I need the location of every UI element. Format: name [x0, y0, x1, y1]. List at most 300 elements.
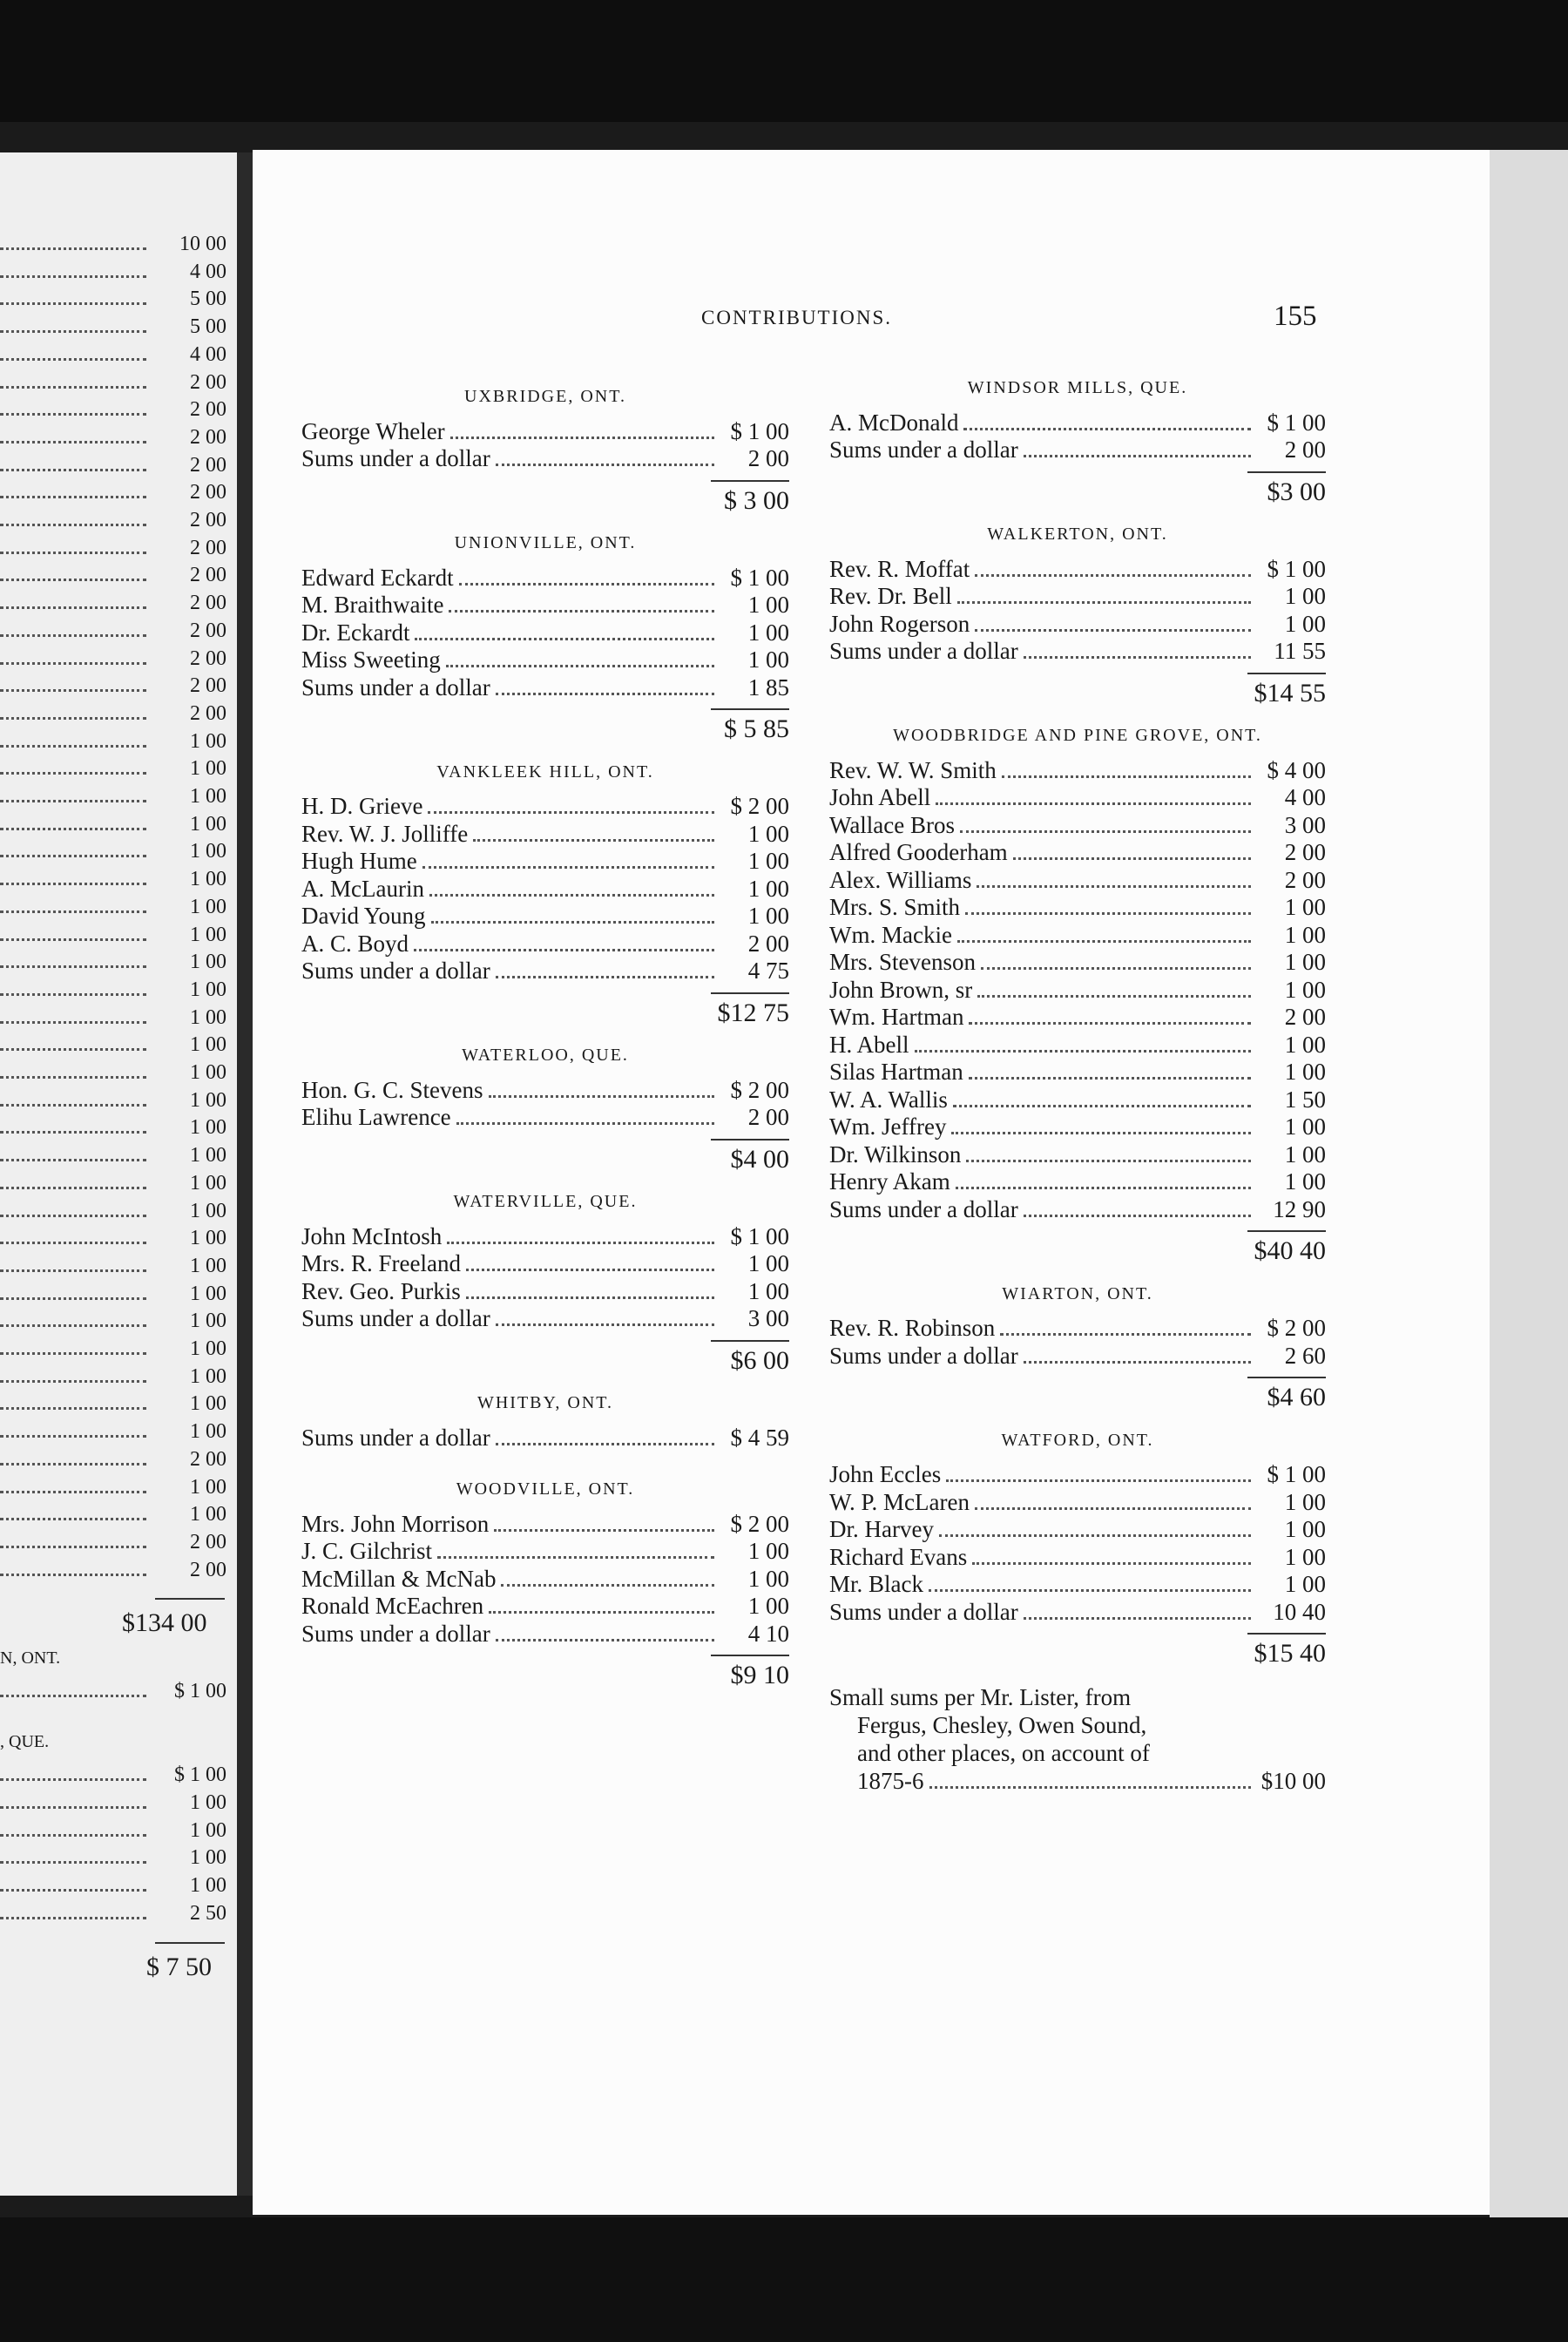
dot-leader [0, 1352, 146, 1355]
dot-leader [0, 772, 146, 775]
left-page-row [0, 1559, 226, 1586]
amount: 2 00 [1284, 437, 1326, 463]
amount: 1 00 [190, 1088, 226, 1112]
amount: $ 1 00 [174, 1763, 226, 1787]
total-rule [711, 1340, 789, 1342]
left-page-row [0, 454, 226, 481]
amount: 3 00 [1284, 811, 1326, 838]
contributor-name: David Young [301, 903, 426, 929]
contributor-name: J. C. Gilchrist [301, 1538, 433, 1564]
contributor-name: Dr. Harvey [829, 1516, 934, 1542]
dot-leader [965, 912, 1251, 915]
amount: $ 2 00 [730, 793, 789, 819]
dot-leader [494, 1529, 714, 1532]
amount: 2 00 [190, 564, 226, 587]
amount: 1 00 [1284, 1059, 1326, 1085]
contributor-name: Edward Eckardt [301, 564, 454, 591]
contributor-name: M. Braithwaite [301, 592, 444, 618]
dot-leader [0, 1048, 146, 1051]
left-page-row [0, 1337, 226, 1364]
entry-row [829, 784, 1326, 812]
dot-leader [0, 1463, 146, 1465]
entry-row [829, 757, 1326, 785]
running-header: CONTRIBUTIONS. [701, 307, 893, 328]
amount: 1 00 [1284, 583, 1326, 609]
amount: 1 00 [190, 951, 226, 974]
left-page-row [0, 619, 226, 646]
dot-leader [1000, 1333, 1251, 1336]
contributor-name: John Eccles [829, 1461, 942, 1487]
left-page-row [0, 371, 226, 398]
left-page-row [0, 537, 226, 564]
amount: 2 00 [190, 536, 226, 559]
dot-leader [975, 574, 1251, 577]
left-page-row [0, 481, 226, 508]
note-line-3: and other places, on account of [857, 1739, 1150, 1766]
amount: 2 00 [190, 674, 226, 698]
section-total: $40 40 [1254, 1236, 1326, 1265]
dot-leader [501, 1584, 714, 1587]
amount: 2 00 [1284, 1004, 1326, 1030]
left-page-row [0, 1033, 226, 1060]
left-page-row [0, 1448, 226, 1475]
dot-leader [447, 1242, 714, 1244]
left-page-total: $ 7 50 [146, 1952, 212, 1981]
amount: 1 00 [190, 868, 226, 891]
dot-leader [496, 464, 714, 466]
contributor-name: Alfred Gooderham [829, 839, 1008, 865]
entry-row [301, 674, 789, 702]
left-page-row [0, 426, 226, 453]
contributor-name: John Brown, sr [829, 976, 973, 1003]
note-amount-row [829, 1767, 1326, 1795]
left-page-row [0, 1476, 226, 1503]
section-heading: UNIONVILLE, ONT. [454, 533, 637, 552]
section-heading: VANKLEEK HILL, ONT. [436, 761, 654, 782]
amount: 4 00 [1284, 784, 1326, 810]
contributor-name: Dr. Wilkinson [829, 1141, 962, 1168]
amount: 2 00 [190, 425, 226, 449]
left-page-row [0, 702, 226, 729]
amount: 2 00 [190, 453, 226, 477]
contributor-name: Rev. W. J. Jolliffe [301, 820, 469, 847]
amount: 4 00 [190, 342, 226, 366]
contributor-name: Hugh Hume [301, 848, 417, 874]
entry-row [829, 839, 1326, 867]
contributor-name: Mr. Black [829, 1571, 923, 1597]
entry-row [829, 812, 1326, 840]
dot-leader [0, 358, 146, 361]
dot-leader [0, 1297, 146, 1300]
contributor-name: Sums under a dollar [301, 673, 490, 701]
left-page-total: $134 00 [122, 1608, 207, 1638]
amount: 1 00 [190, 785, 226, 808]
section-total: $15 40 [1254, 1639, 1326, 1668]
amount: $ 1 00 [730, 417, 789, 444]
amount: 1 00 [747, 1565, 789, 1592]
dot-leader [446, 665, 714, 667]
amount: 1 00 [747, 646, 789, 673]
amount: 2 00 [190, 1558, 226, 1581]
dot-leader [969, 1022, 1251, 1025]
amount: 1 00 [1284, 976, 1326, 1003]
left-page-row [0, 978, 226, 1005]
amount: 1 00 [1284, 894, 1326, 920]
amount: 1 00 [1284, 1031, 1326, 1058]
dot-leader [0, 745, 146, 748]
amount: $ 2 00 [730, 1076, 789, 1103]
left-page-row [0, 288, 226, 315]
contributor-name: Rev. R. Robinson [829, 1315, 996, 1341]
entry-row [301, 445, 789, 473]
contributor-name: Wm. Jeffrey [829, 1113, 947, 1140]
section-heading: UXBRIDGE, ONT. [464, 387, 626, 406]
amount: 1 00 [190, 1791, 226, 1814]
amount: 2 00 [1284, 839, 1326, 865]
dot-leader [466, 1269, 714, 1271]
dot-leader [449, 610, 714, 613]
amount: 4 75 [747, 958, 789, 984]
amount: 1 00 [190, 1420, 226, 1444]
dot-leader [1013, 857, 1251, 860]
entry-row [829, 1571, 1326, 1599]
section-spacer [301, 1452, 789, 1467]
entry-row [301, 1305, 789, 1333]
entry-row [301, 1621, 789, 1648]
contributor-name: Mrs. S. Smith [829, 894, 961, 920]
contributor-name: Elihu Lawrence [301, 1104, 451, 1130]
left-page-row [0, 840, 226, 867]
note-amount: $10 00 [1260, 1767, 1326, 1794]
amount: 1 00 [747, 875, 789, 902]
left-page-row [0, 951, 226, 978]
dot-leader [0, 441, 146, 443]
amount: 1 00 [1284, 1488, 1326, 1515]
left-page-row [0, 315, 226, 342]
amount: 1 00 [190, 1475, 226, 1499]
left-page-row [0, 1819, 226, 1846]
dot-leader [496, 693, 714, 695]
contributor-name: John McIntosh [301, 1222, 443, 1249]
amount: 1 00 [190, 1392, 226, 1416]
entry-row [301, 821, 789, 849]
dot-leader [0, 469, 146, 471]
amount: 10 40 [1273, 1598, 1326, 1625]
total-rule [1247, 673, 1326, 674]
dot-leader [0, 386, 146, 389]
amount: 1 00 [190, 1005, 226, 1029]
section-total: $ 5 85 [724, 714, 789, 743]
amount: 5 00 [190, 288, 226, 311]
left-page-row [0, 1874, 226, 1901]
dot-leader [0, 938, 146, 941]
section-total: $3 00 [1267, 477, 1326, 506]
left-page-row [0, 1763, 226, 1790]
amount: 2 00 [190, 1530, 226, 1553]
dot-leader [0, 1076, 146, 1079]
contributor-name: Rev. Geo. Purkis [301, 1277, 461, 1304]
amount: $ 1 00 [1267, 1461, 1326, 1487]
total-rule [1247, 1633, 1326, 1635]
amount: 1 00 [747, 1250, 789, 1276]
entry-row [829, 1599, 1326, 1627]
amount: 1 00 [747, 592, 789, 618]
entry-row [829, 1086, 1326, 1114]
dot-leader [0, 1021, 146, 1024]
left-page-row [0, 592, 226, 619]
section-heading: WOODBRIDGE AND PINE GROVE, ONT. [893, 726, 1262, 745]
amount: $ 2 00 [1267, 1315, 1326, 1341]
contributor-name: Mrs. R. Freeland [301, 1250, 461, 1276]
amount: 5 00 [190, 315, 226, 339]
left-page-row [0, 1846, 226, 1873]
dot-leader [0, 606, 146, 609]
amount: 1 00 [190, 1171, 226, 1195]
dot-leader [1024, 1617, 1251, 1620]
left-page-row [0, 1531, 226, 1558]
dot-leader [0, 828, 146, 830]
dot-leader [0, 1834, 146, 1837]
left-page-row [0, 1144, 226, 1171]
amount: 10 00 [179, 233, 226, 255]
amount: 3 00 [747, 1305, 789, 1331]
amount: 2 00 [190, 509, 226, 531]
amount: 4 00 [190, 260, 226, 283]
amount: 2 00 [1284, 866, 1326, 893]
amount: 1 00 [1284, 949, 1326, 975]
amount: $ 1 00 [1267, 555, 1326, 582]
left-page-row [0, 398, 226, 425]
dot-leader [0, 1546, 146, 1548]
dot-leader [946, 1479, 1251, 1482]
column-left-upper [301, 375, 789, 1705]
amount: $ 1 00 [730, 1222, 789, 1249]
contributor-name: Mrs. Stevenson [829, 949, 976, 975]
dot-leader [450, 437, 714, 439]
amount: 1 00 [190, 978, 226, 1001]
amount: 1 50 [1284, 1086, 1326, 1113]
amount: 1 00 [190, 1033, 226, 1057]
left-page-row [0, 1791, 226, 1818]
amount: 1 00 [190, 1503, 226, 1526]
section-total: $ 3 00 [724, 485, 789, 515]
dot-leader [0, 965, 146, 968]
amount: 2 00 [190, 619, 226, 642]
left-page-row [0, 1503, 226, 1530]
contributor-name: Sums under a dollar [301, 445, 490, 471]
entry-row [301, 1223, 789, 1251]
amount: 2 60 [1284, 1342, 1326, 1369]
left-page-row [0, 261, 226, 288]
contributor-name: Sums under a dollar [301, 1305, 490, 1331]
dot-leader [0, 662, 146, 665]
entry-row [829, 1032, 1326, 1059]
section-total: $6 00 [730, 1345, 789, 1375]
left-page-row [0, 1365, 226, 1392]
amount: 1 00 [190, 1116, 226, 1140]
dot-leader [0, 1806, 146, 1809]
column-right [829, 366, 1326, 1795]
left-page-row [0, 1283, 226, 1310]
left-page-row [0, 509, 226, 536]
dot-leader [953, 1105, 1251, 1107]
amount: 2 00 [747, 445, 789, 471]
left-page-row [0, 674, 226, 701]
dot-leader [0, 524, 146, 526]
entry-row [301, 1278, 789, 1306]
amount: 2 00 [190, 481, 226, 504]
amount: 1 00 [190, 895, 226, 918]
total-rule [711, 708, 789, 710]
entry-row [829, 1196, 1326, 1224]
dot-leader [975, 1507, 1251, 1510]
amount: 1 00 [1284, 1516, 1326, 1542]
dot-leader [0, 883, 146, 885]
dot-leader [0, 552, 146, 554]
left-page-row [0, 1392, 226, 1419]
total-rule [1247, 471, 1326, 473]
contributor-name: Silas Hartman [829, 1059, 963, 1085]
dot-leader [496, 1443, 714, 1445]
amount: 1 00 [1284, 1168, 1326, 1195]
dot-leader [929, 1589, 1251, 1592]
dot-leader [0, 330, 146, 333]
dot-leader [0, 910, 146, 913]
left-page-row [0, 924, 226, 951]
amount: 1 00 [190, 1144, 226, 1168]
section-heading: WINDSOR MILLS, QUE. [967, 378, 1188, 397]
contributor-name: Rev. R. Moffat [829, 555, 970, 582]
section-total: $12 75 [717, 998, 789, 1027]
entry-row [301, 848, 789, 876]
dot-leader [957, 601, 1251, 604]
dot-leader [0, 1917, 146, 1919]
dot-leader [1024, 656, 1251, 659]
dot-leader [466, 1296, 714, 1299]
dot-leader [939, 1534, 1251, 1537]
contributor-name: Alex. Williams [829, 866, 972, 893]
dot-leader [0, 1861, 146, 1864]
scanner-background-top [0, 0, 1568, 122]
left-page-row [0, 1420, 226, 1447]
amount: 2 00 [190, 1447, 226, 1471]
amount: 1 00 [747, 1277, 789, 1304]
dot-leader [1024, 1361, 1251, 1364]
contributor-name: Mrs. John Morrison [301, 1510, 490, 1537]
left-page-row [0, 1255, 226, 1282]
amount: 1 00 [747, 1593, 789, 1619]
entry-row [301, 1538, 789, 1566]
dot-leader [0, 1778, 146, 1781]
dot-leader [459, 583, 714, 586]
dot-leader [415, 638, 714, 640]
contributor-name: McMillan & McNab [301, 1565, 497, 1592]
dot-leader [960, 830, 1251, 833]
amount: 1 00 [1284, 1113, 1326, 1140]
dot-leader [981, 967, 1251, 970]
amount: 1 00 [190, 1254, 226, 1277]
entry-row [301, 931, 789, 958]
amount: 1 00 [190, 812, 226, 836]
left-page-row [0, 1310, 226, 1337]
dot-leader [936, 802, 1251, 805]
left-page-row [0, 1680, 226, 1707]
entry-row [829, 410, 1326, 437]
entry-row [301, 1077, 789, 1105]
section-total: $4 00 [730, 1144, 789, 1174]
left-page-row [0, 730, 226, 757]
dot-leader [915, 1050, 1252, 1053]
entry-row [301, 1250, 789, 1278]
dot-leader [496, 1639, 714, 1641]
amount: 1 00 [747, 848, 789, 874]
dot-leader [422, 866, 714, 869]
entry-row [301, 876, 789, 904]
entry-row [829, 867, 1326, 895]
amount: 4 10 [747, 1620, 789, 1647]
contributor-name: Sums under a dollar [301, 1620, 490, 1647]
entry-row [301, 646, 789, 674]
amount: 2 00 [190, 646, 226, 670]
dot-leader [0, 1159, 146, 1161]
left-page-row [0, 1116, 226, 1143]
dot-leader [0, 1574, 146, 1576]
contributor-name: Wallace Bros [829, 811, 956, 838]
left-page-row [0, 868, 226, 895]
amount: 2 00 [190, 398, 226, 422]
amount: 1 00 [747, 1538, 789, 1564]
dot-leader [0, 1380, 146, 1383]
dot-leader [0, 247, 146, 250]
entry-row [829, 1004, 1326, 1032]
amount: 1 00 [1284, 1543, 1326, 1570]
entry-row [301, 592, 789, 619]
entry-row [829, 611, 1326, 639]
dot-leader [956, 1187, 1251, 1189]
dot-leader [0, 634, 146, 637]
dot-leader [977, 995, 1251, 998]
dot-leader [473, 839, 714, 842]
dot-leader [929, 1786, 1252, 1789]
section-heading: WOODVILLE, ONT. [456, 1479, 635, 1499]
amount: 1 00 [190, 1282, 226, 1305]
left-page-row [0, 785, 226, 812]
amount: 1 00 [190, 1337, 226, 1360]
dot-leader [0, 1215, 146, 1217]
entry-row [301, 1425, 789, 1452]
amount: 2 00 [747, 930, 789, 957]
section-heading: WATERLOO, QUE. [462, 1046, 629, 1065]
entry-row [829, 1168, 1326, 1196]
amount: 1 00 [190, 1310, 226, 1333]
dot-leader [0, 1407, 146, 1410]
entry-row [829, 1113, 1326, 1141]
amount: 1 00 [190, 1061, 226, 1084]
entry-row [829, 1461, 1326, 1489]
dot-leader [975, 629, 1251, 632]
amount: $ 4 59 [730, 1424, 789, 1451]
dot-leader [966, 1160, 1251, 1162]
page-number: 155 [1274, 301, 1317, 332]
contributor-name: Sums under a dollar [829, 1598, 1018, 1625]
section-total: $14 55 [1254, 678, 1326, 707]
contributor-name: Sums under a dollar [301, 1424, 490, 1451]
amount: $ 1 00 [174, 1680, 226, 1703]
entry-row [829, 977, 1326, 1005]
amount: 2 50 [190, 1901, 226, 1925]
dot-leader [0, 1131, 146, 1134]
page-edge [1490, 150, 1568, 2241]
